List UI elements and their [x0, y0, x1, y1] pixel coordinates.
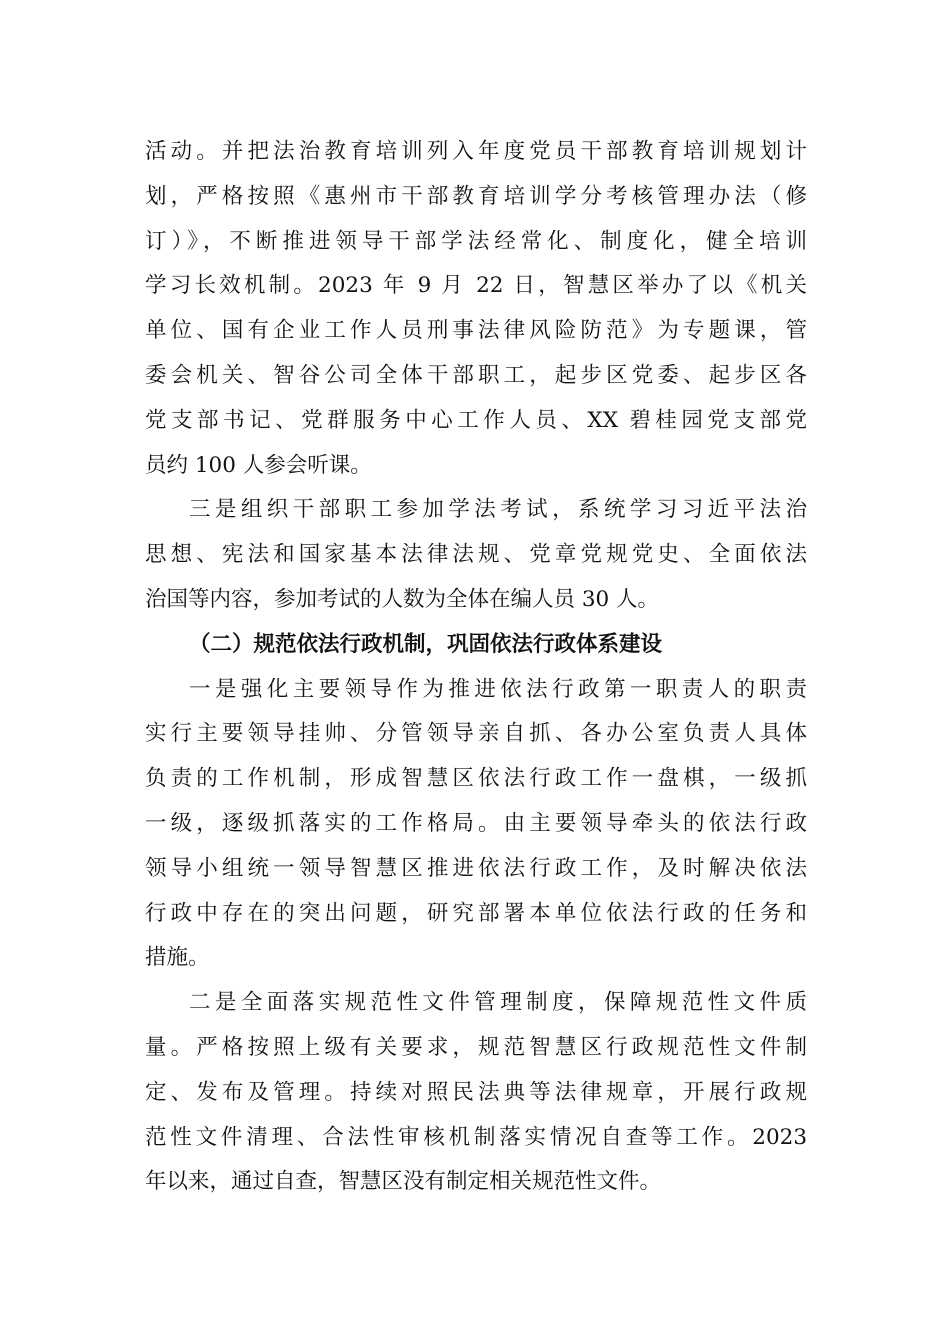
text-line: 员约 100 人参会听课。 — [145, 452, 372, 478]
text-line: 学习长效机制。2023 年 9 月 22 日，智慧区举办了以《机关 — [145, 273, 807, 299]
text-line: 实行主要领导挂帅、分管领导亲自抓、各办公室负责人具体 — [145, 721, 807, 747]
text-line: 领导小组统一领导智慧区推进依法行政工作，及时解决依法 — [145, 855, 807, 881]
text-line: 委会机关、智谷公司全体干部职工，起步区党委、起步区各 — [145, 362, 807, 388]
text-line: 负责的工作机制，形成智慧区依法行政工作一盘棋，一级抓 — [145, 766, 807, 792]
text-line: 定、发布及管理。持续对照民法典等法律规章，开展行政规 — [145, 1079, 807, 1105]
paragraph-law-exam — [145, 488, 807, 622]
text-line: 范性文件清理、合法性审核机制落实情况自查等工作。2023 — [145, 1124, 807, 1150]
text-line: 单位、国有企业工作人员刑事法律风险防范》为专题课，管 — [145, 318, 807, 344]
text-line: 三是组织干部职工参加学法考试，系统学习习近平法治 — [189, 497, 807, 523]
text-line: 一级，逐级抓落实的工作格局。由主要领导牵头的依法行政 — [145, 810, 807, 836]
text-line: 划，严格按照《惠州市干部教育培训学分考核管理办法（修 — [145, 183, 807, 209]
document-page — [145, 130, 807, 1205]
paragraph-normative-documents — [145, 981, 807, 1205]
text-line: 二是全面落实规范性文件管理制度，保障规范性文件质 — [189, 990, 807, 1016]
text-line: 活动。并把法治教育培训列入年度党员干部教育培训规划计 — [145, 139, 807, 164]
paragraph-training-activities — [145, 130, 807, 488]
text-line: 量。严格按照上级有关要求，规范智慧区行政规范性文件制 — [145, 1034, 807, 1060]
text-line: 思想、宪法和国家基本法律法规、党章党规党史、全面依法 — [145, 542, 807, 568]
section-heading: （二）规范依法行政机制，巩固依法行政体系建设 — [189, 631, 663, 657]
text-line: 行政中存在的突出问题，研究部署本单位依法行政的任务和 — [145, 900, 807, 926]
text-line: 党支部书记、党群服务中心工作人员、XX 碧桂园党支部党 — [145, 407, 807, 433]
text-line: 一是强化主要领导作为推进依法行政第一职责人的职责 — [189, 676, 807, 702]
paragraph-leadership-responsibility — [145, 668, 807, 982]
text-line: 年以来，通过自查，智慧区没有制定相关规范性文件。 — [145, 1169, 662, 1195]
text-line: 订）》，不断推进领导干部学法经常化、制度化，健全培训 — [145, 228, 807, 254]
text-line: 治国等内容，参加考试的人数为全体在编人员 30 人。 — [145, 586, 660, 612]
text-line: 措施。 — [145, 945, 210, 971]
